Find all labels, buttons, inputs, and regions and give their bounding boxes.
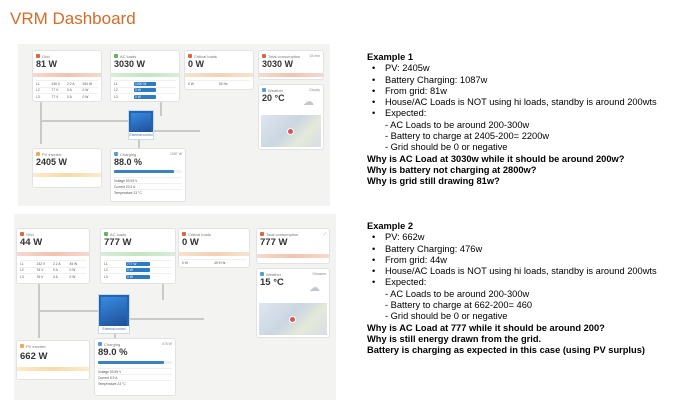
sparkline bbox=[179, 252, 249, 256]
victron-logo-icon bbox=[131, 113, 151, 132]
question: Why is AC Load at 3030w while it should be around 200w? bbox=[367, 153, 625, 164]
sparkline bbox=[17, 252, 89, 256]
consumption-icon bbox=[260, 232, 264, 236]
sparkline bbox=[33, 173, 101, 177]
victron-label: External control bbox=[129, 133, 153, 137]
bullet-item: • Expected: bbox=[367, 108, 657, 119]
example-heading: Example 2 bbox=[367, 221, 413, 231]
flow-line bbox=[40, 120, 128, 122]
phase-row: L2 0 W bbox=[104, 267, 172, 274]
phase-row: L3 0 W bbox=[114, 93, 176, 100]
critical-loads-icon bbox=[188, 54, 192, 58]
sparkline bbox=[185, 73, 253, 77]
card-title: PV inverter bbox=[42, 151, 62, 157]
bullet-item: • House/AC Loads is NOT using hi loads, standby is around 200wts bbox=[367, 266, 657, 277]
expected-item: - AC Loads to be around 200-300w bbox=[385, 288, 530, 299]
battery-voltage: Voltage 53.93 V bbox=[114, 177, 182, 183]
grid-icon bbox=[20, 232, 24, 236]
expected-item: - AC Loads to be around 200-300w bbox=[385, 119, 530, 130]
example-heading: Example 1 bbox=[367, 52, 413, 62]
card-title: Critical loads bbox=[188, 231, 211, 237]
card-title: Weather bbox=[266, 271, 282, 277]
battery-icon bbox=[98, 342, 102, 346]
bullet-item: • House/AC Loads is NOT using hi loads, standby is around 200wts bbox=[367, 97, 657, 108]
question: Why is grid still drawing 81w? bbox=[367, 176, 500, 187]
phase-row: L2 76 V 0 A 0 W bbox=[20, 267, 86, 274]
flow-line bbox=[40, 100, 42, 144]
critical-loads-card[interactable] bbox=[184, 50, 254, 90]
pv-inverter-power-value: 662 W bbox=[20, 351, 48, 362]
slide-title: VRM Dashboard bbox=[10, 9, 136, 28]
weather-card[interactable] bbox=[256, 268, 330, 338]
expand-icon[interactable]: ⤢ bbox=[323, 232, 326, 236]
cloud-icon: ☁ bbox=[309, 282, 320, 294]
bullet-item: • From grid: 44w bbox=[367, 255, 657, 266]
example-2-notes bbox=[367, 221, 657, 357]
card-meta: 15 min bbox=[309, 54, 320, 58]
critical-loads-row: 0 W 50 Hz bbox=[188, 80, 250, 87]
phase-row: L1 777 W bbox=[104, 260, 172, 267]
weather-icon bbox=[262, 88, 266, 92]
battery-charging-card[interactable] bbox=[110, 148, 186, 202]
grid-card[interactable] bbox=[16, 228, 90, 284]
card-title: Charging bbox=[120, 151, 137, 157]
soc-bar-fill bbox=[98, 361, 164, 364]
phase-row: L1 242 V 2.2 A 45 W bbox=[20, 260, 86, 267]
critical-loads-icon bbox=[182, 232, 186, 236]
phase-row: L1 1030 W bbox=[114, 80, 176, 87]
ac-loads-icon bbox=[104, 232, 108, 236]
victron-label: External control bbox=[99, 326, 129, 333]
soc-bar bbox=[114, 170, 182, 173]
battery-current: Current 20.2 A bbox=[114, 183, 182, 189]
bullet-item: • From grid: 81w bbox=[367, 86, 657, 97]
grid-card[interactable] bbox=[32, 50, 102, 102]
critical-loads-power-value: 0 W bbox=[188, 59, 205, 69]
critical-loads-card[interactable] bbox=[178, 228, 250, 268]
card-title: AC loads bbox=[120, 53, 137, 59]
card-title: Charging bbox=[104, 341, 121, 347]
location-map[interactable] bbox=[261, 115, 321, 147]
battery-temperature: Temperature 23 °C bbox=[98, 380, 172, 386]
weather-card[interactable] bbox=[258, 84, 324, 150]
pv-inverter-card[interactable] bbox=[16, 340, 90, 380]
phase-row: L2 77 V 0 A 0 W bbox=[36, 87, 98, 94]
battery-icon bbox=[114, 152, 118, 156]
critical-loads-power-value: 0 W bbox=[182, 237, 199, 248]
victron-logo-icon bbox=[101, 297, 127, 326]
phase-row: L2 0 W bbox=[114, 87, 176, 94]
bullet-item: • Battery Charging: 476w bbox=[367, 244, 657, 255]
total-consumption-card[interactable] bbox=[256, 228, 330, 264]
weather-condition: Cloudy bbox=[309, 88, 320, 92]
bullet-item: • PV: 2405w bbox=[367, 63, 657, 74]
ac-loads-power-value: 3030 W bbox=[114, 59, 146, 69]
expected-item: - Grid should be 0 or negative bbox=[385, 142, 508, 153]
grid-power-value: 81 W bbox=[36, 59, 58, 69]
battery-soc-value: 89.0 % bbox=[98, 347, 128, 358]
weather-condition: Showers bbox=[312, 272, 326, 276]
victron-inverter-tile[interactable] bbox=[128, 110, 154, 140]
battery-temperature: Temperature 23 °C bbox=[114, 189, 182, 195]
ac-loads-icon bbox=[114, 54, 118, 58]
grid-power-value: 44 W bbox=[20, 237, 43, 248]
pv-inverter-icon bbox=[36, 152, 40, 156]
phase-row: L3 0 W bbox=[104, 273, 172, 280]
pv-inverter-icon bbox=[20, 344, 24, 348]
total-consumption-value: 777 W bbox=[260, 237, 288, 248]
expected-item: - Battery to charge at 662-200= 460 bbox=[385, 300, 533, 311]
card-title: Critical loads bbox=[194, 53, 217, 59]
sparkline bbox=[111, 73, 179, 77]
card-title: Grid bbox=[42, 53, 50, 59]
pv-inverter-card[interactable] bbox=[32, 148, 102, 188]
cloud-icon: ☁ bbox=[303, 96, 314, 108]
question: Why is AC Load at 777 while it should be around 200? bbox=[367, 322, 605, 333]
sparkline bbox=[17, 367, 89, 371]
soc-bar-fill bbox=[114, 170, 174, 173]
phase-row: L3 76 V 0 A 0 W bbox=[20, 273, 86, 280]
victron-inverter-tile[interactable] bbox=[98, 294, 130, 334]
location-map[interactable] bbox=[259, 303, 327, 335]
expected-item: - Battery to charge at 2405-200= 2200w bbox=[385, 131, 550, 142]
bullet-item: • Battery Charging: 1087w bbox=[367, 75, 657, 86]
ac-loads-power-value: 777 W bbox=[104, 237, 132, 248]
flow-line bbox=[130, 318, 204, 320]
question: Why is battery not charging at 2800w? bbox=[367, 164, 537, 175]
charging-power: 476 W bbox=[161, 342, 172, 346]
flow-line bbox=[150, 130, 200, 132]
card-title: Total consumption bbox=[266, 231, 299, 237]
total-consumption-value: 3030 W bbox=[262, 59, 294, 69]
question: Battery is charging as expected in this case (using PV surplus) bbox=[367, 345, 645, 356]
ac-loads-card[interactable] bbox=[100, 228, 176, 284]
expected-item: - Grid should be 0 or negative bbox=[385, 311, 508, 322]
battery-voltage: Voltage 53.59 V bbox=[98, 368, 172, 374]
question: Why is still energy drawn from the grid. bbox=[367, 333, 542, 344]
bullet-item: • Expected: bbox=[367, 277, 657, 288]
ac-loads-card[interactable] bbox=[110, 50, 180, 102]
vrm-dashboard-screenshot-2 bbox=[14, 214, 336, 400]
card-title: PV inverter bbox=[26, 343, 46, 349]
sparkline bbox=[101, 252, 175, 256]
phase-row: L1 240 V 2.2 A 264 W bbox=[36, 80, 98, 87]
pv-inverter-power-value: 2405 W bbox=[36, 157, 68, 167]
critical-loads-row: 0 W 49.9 Hz bbox=[182, 259, 246, 266]
bullet-item: • PV: 662w bbox=[367, 232, 657, 243]
phase-row: L3 77 V 0 A 0 W bbox=[36, 93, 98, 100]
sparkline bbox=[33, 73, 101, 77]
sparkline bbox=[257, 254, 329, 258]
card-title: AC loads bbox=[110, 231, 127, 237]
example-1-notes bbox=[367, 52, 657, 188]
sparkline bbox=[259, 73, 323, 77]
total-consumption-card[interactable] bbox=[258, 50, 324, 80]
charging-power: 1087 W bbox=[169, 152, 182, 156]
card-title: Total consumption bbox=[268, 53, 301, 59]
grid-icon bbox=[36, 54, 40, 58]
vrm-dashboard-screenshot-1 bbox=[18, 44, 330, 206]
weather-temperature: 20 °C bbox=[262, 93, 285, 103]
weather-icon bbox=[260, 272, 264, 276]
consumption-icon bbox=[262, 54, 266, 58]
battery-current: Current 8.9 A bbox=[98, 374, 172, 380]
card-title: Grid bbox=[26, 231, 34, 237]
weather-temperature: 15 °C bbox=[260, 277, 284, 288]
battery-charging-card[interactable] bbox=[94, 338, 176, 396]
card-title: Weather bbox=[268, 87, 284, 93]
battery-soc-value: 88.0 % bbox=[114, 157, 143, 167]
soc-bar bbox=[98, 361, 172, 364]
